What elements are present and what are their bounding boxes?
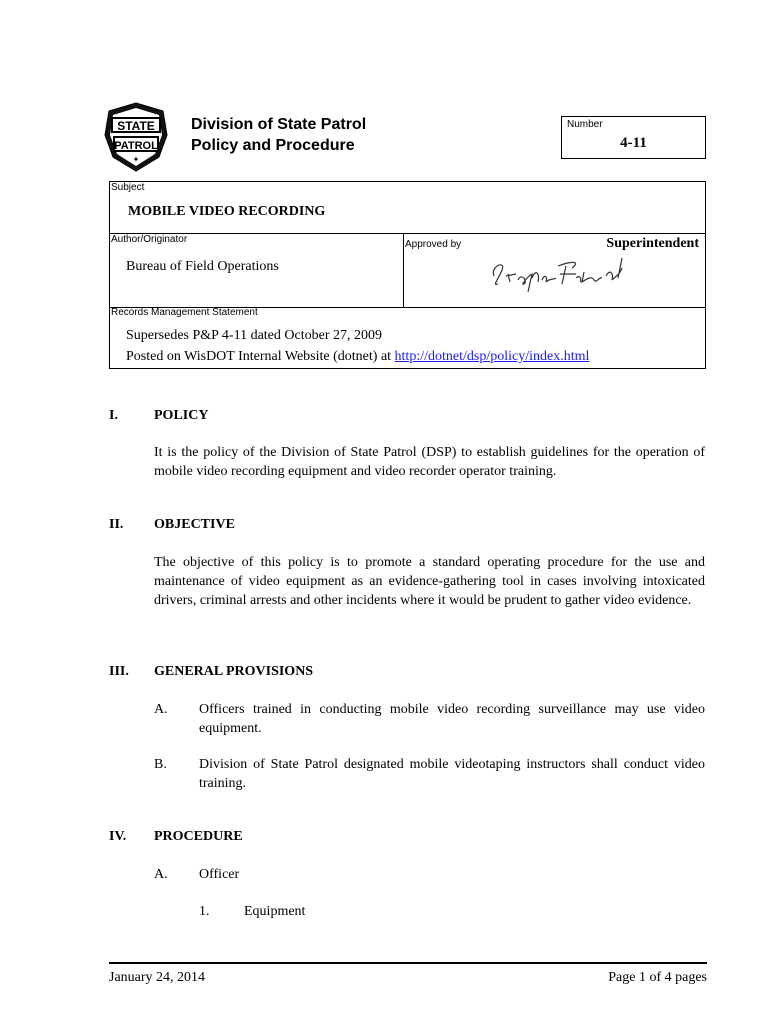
section-3-item-a-text: Officers trained in conducting mobile video recording surveillance may use video equipment.: [199, 702, 705, 736]
section-4-item-a-label: A.: [154, 867, 168, 882]
section-1-title: POLICY: [154, 408, 209, 423]
section-2-title: OBJECTIVE: [154, 517, 235, 532]
logo-text-bottom: PATROL: [114, 140, 158, 152]
approved-label: Approved by: [405, 239, 462, 250]
policy-index-link[interactable]: http://dotnet/dsp/policy/index.html: [394, 349, 590, 364]
doc-type: Policy and Procedure: [191, 137, 355, 154]
footer-date: January 24, 2014: [109, 970, 206, 985]
subject-label: Subject: [111, 182, 145, 193]
approved-value: Superintendent: [606, 236, 699, 251]
logo-text-top: STATE: [117, 119, 155, 133]
subject-value: MOBILE VIDEO RECORDING: [128, 204, 326, 219]
footer-page-number: Page 1 of 4 pages: [608, 970, 707, 985]
number-label: Number: [567, 119, 603, 130]
policy-number: 4-11: [620, 135, 647, 151]
policy-number-box: [561, 116, 706, 159]
section-3-title: GENERAL PROVISIONS: [154, 664, 314, 679]
section-3-item-b-label: B.: [154, 757, 167, 772]
state-patrol-badge-logo: [103, 101, 169, 173]
section-4-item-1-label: 1.: [199, 904, 210, 919]
section-4-item-a-text: Officer: [199, 867, 240, 882]
records-supersedes: Supersedes P&P 4-11 dated October 27, 2009: [126, 328, 382, 343]
section-3-number: III.: [109, 664, 129, 679]
author-label: Author/Originator: [111, 234, 188, 245]
records-label: Records Management Statement: [111, 307, 258, 318]
section-4-title: PROCEDURE: [154, 829, 243, 844]
section-2-text: The objective of this policy is to promote a standard operating procedure for the use and maintenance of video equipment as an evidence-gathering tool in cases involving intoxicated drivers, criminal arrests and other incidents where it would be prudent to gather video evidence.: [154, 555, 705, 608]
records-posted-text: Posted on WisDOT Internal Website (dotnet) at: [126, 349, 395, 364]
section-4-item-1-text: Equipment: [244, 904, 306, 919]
org-name: Division of State Patrol: [191, 116, 367, 133]
section-1-number: I.: [109, 408, 118, 423]
svg-text:✦: ✦: [132, 155, 140, 164]
section-3-item-a-label: A.: [154, 702, 168, 717]
footer-rule: [109, 962, 707, 964]
section-4-number: IV.: [109, 829, 127, 844]
section-3-item-b-text: Division of State Patrol designated mobile videotaping instructors shall conduct video training.: [199, 757, 705, 791]
section-2-number: II.: [109, 517, 124, 532]
records-posted: [126, 349, 589, 365]
author-value: Bureau of Field Operations: [126, 259, 279, 274]
section-1-text: It is the policy of the Division of State Patrol (DSP) to establish guidelines for the operation of mobile video recording equipment and video recorder operator training.: [154, 445, 705, 479]
signature: [488, 254, 628, 299]
policy-info-table: [109, 181, 706, 369]
